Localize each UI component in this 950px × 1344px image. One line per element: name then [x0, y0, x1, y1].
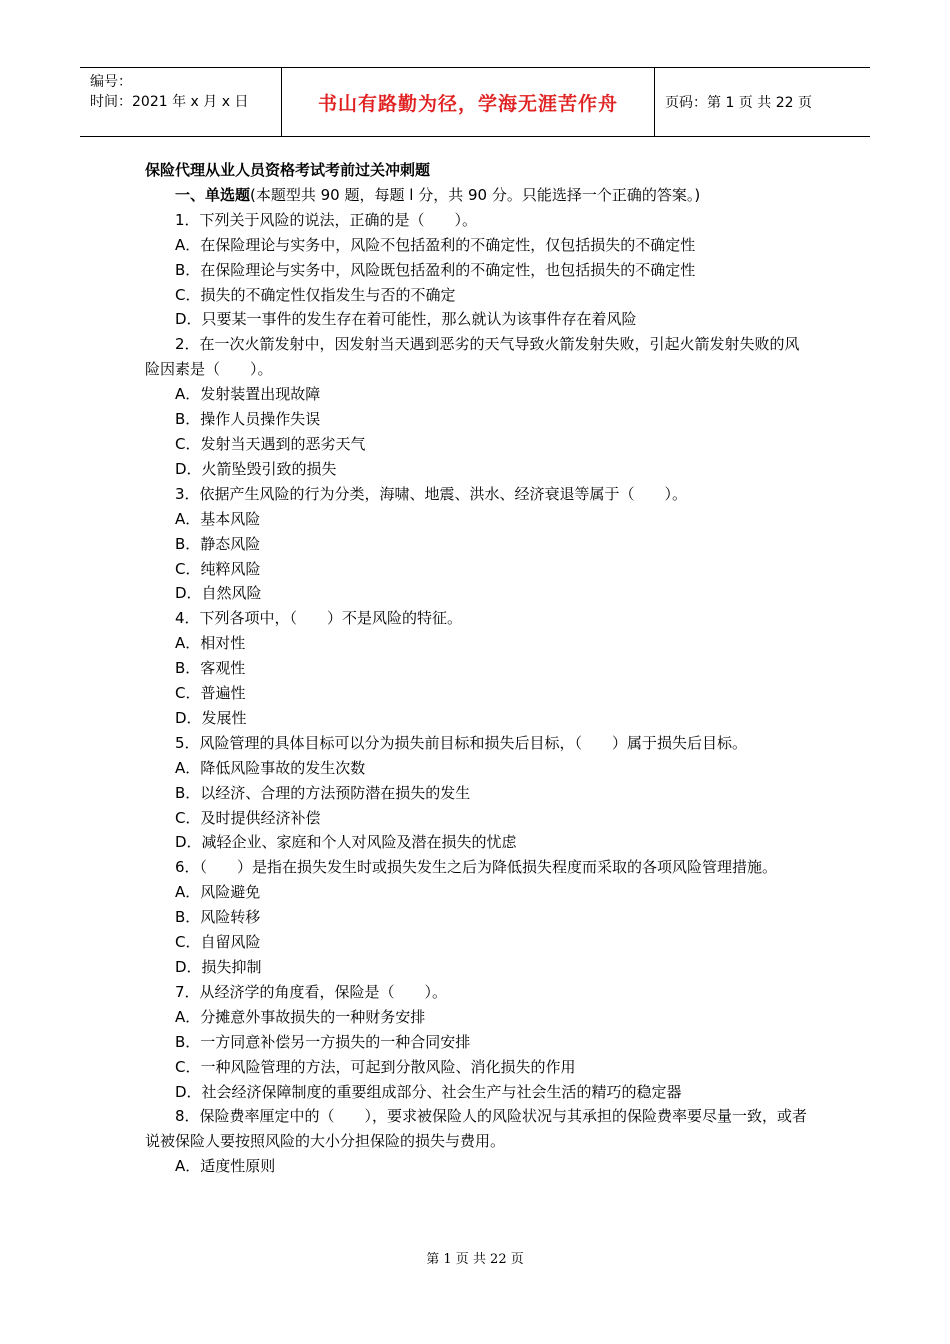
question-item	[145, 606, 810, 731]
question-stem: 1．下列关于风险的说法，正确的是（ ）。	[175, 210, 478, 229]
answer-option: D．社会经济保障制度的重要组成部分、社会生产与社会生活的精巧的稳定器	[175, 1082, 682, 1101]
answer-option: D．损失抑制	[175, 958, 262, 976]
section-note: (本题型共 90 题，每题 l 分，共 90 分。只能选择一个正确的答案。)	[250, 185, 701, 204]
answer-option: D．自然风险	[175, 584, 262, 603]
question-stem: 4．下列各项中，（ ）不是风险的特征。	[175, 609, 463, 628]
question-item	[145, 332, 810, 481]
section-heading-line	[145, 183, 810, 208]
question-item	[145, 1104, 810, 1179]
question-stem: 3．依据产生风险的行为分类，海啸、地震、洪水、经济衰退等属于（ ）。	[175, 484, 688, 503]
answer-option: D．发展性	[175, 708, 247, 727]
question-item	[145, 855, 810, 980]
question-stem: 8．保险费率厘定中的（ ），要求被保险人的风险状况与其承担的保险费率要尽量一致，或者说被保险人要按照风险的大小分担保险的损失与费用。	[145, 1107, 808, 1151]
header-motto: 书山有路勤为径，学海无涯苦作舟	[317, 92, 618, 115]
answer-option: C．及时提供经济补偿	[175, 808, 321, 827]
answer-option: A．分摊意外事故损失的一种财务安排	[175, 1007, 426, 1026]
answer-option: A．基本风险	[175, 509, 261, 528]
answer-option: A．相对性	[175, 634, 246, 653]
header-motto-cell	[282, 68, 655, 136]
question-stem: 5．风险管理的具体目标可以分为损失前目标和损失后目标，（ ）属于损失后目标。	[175, 733, 748, 752]
answer-option: D．只要某一事件的发生存在着可能性，那么就认为该事件存在着风险	[175, 310, 637, 329]
number-label: 编号：	[90, 74, 132, 90]
answer-option: D．减轻企业、家庭和个人对风险及潜在损失的忧虑	[175, 833, 517, 852]
answer-option: A．风险避免	[175, 883, 261, 902]
answer-option: A．适度性原则	[175, 1157, 276, 1176]
answer-option: C．一种风险管理的方法，可起到分散风险、消化损失的作用	[175, 1057, 576, 1076]
answer-option: C．纯粹风险	[175, 559, 261, 578]
question-stem: 2．在一次火箭发射中，因发射当天遇到恶劣的天气导致火箭发射失败，引起火箭发射失败的风险因素是（ ）。	[145, 335, 800, 379]
answer-option: D．火箭坠毁引致的损失	[175, 459, 337, 478]
section-heading: 一、单选题	[175, 185, 251, 204]
answer-option: A．发射装置出现故障	[175, 385, 321, 404]
answer-option: C．损失的不确定性仅指发生与否的不确定	[175, 285, 456, 304]
answer-option: B．风险转移	[175, 908, 261, 927]
question-stem: 7．从经济学的角度看，保险是（ ）。	[175, 982, 448, 1001]
answer-option: A．降低风险事故的发生次数	[175, 758, 366, 777]
answer-option: C．自留风险	[175, 933, 261, 952]
date-line: 时间：2021 年 x 月 x 日	[90, 94, 249, 110]
answer-option: B．在保险理论与实务中，风险既包括盈利的不确定性，也包括损失的不确定性	[175, 260, 696, 279]
answer-option: B．以经济、合理的方法预防潜在损失的发生	[175, 783, 471, 802]
page-footer: 第 1 页 共 22 页	[426, 1252, 524, 1267]
question-list	[145, 208, 810, 1179]
header-page-info-cell	[655, 68, 870, 136]
answer-option: A．在保险理论与实务中，风险不包括盈利的不确定性，仅包括损失的不确定性	[175, 235, 696, 254]
answer-option: B．客观性	[175, 659, 246, 678]
question-item	[145, 731, 810, 856]
answer-option: B．操作人员操作失误	[175, 410, 321, 429]
header-page-info: 页码：第 1 页 共 22 页	[665, 95, 812, 111]
answer-option: C．普遍性	[175, 684, 246, 703]
page-header	[80, 67, 870, 137]
answer-option: B．静态风险	[175, 534, 261, 553]
document-body	[145, 158, 810, 1179]
question-item	[145, 482, 810, 607]
document-title: 保险代理从业人员资格考试考前过关冲刺题	[145, 161, 431, 179]
header-meta	[80, 68, 282, 136]
question-item	[145, 980, 810, 1105]
question-stem: 6．（ ）是指在损失发生时或损失发生之后为降低损失程度而采取的各项风险管理措施。	[175, 858, 778, 877]
answer-option: B．一方同意补偿另一方损失的一种合同安排	[175, 1032, 471, 1051]
answer-option: C．发射当天遇到的恶劣天气	[175, 434, 366, 453]
question-item	[145, 208, 810, 333]
